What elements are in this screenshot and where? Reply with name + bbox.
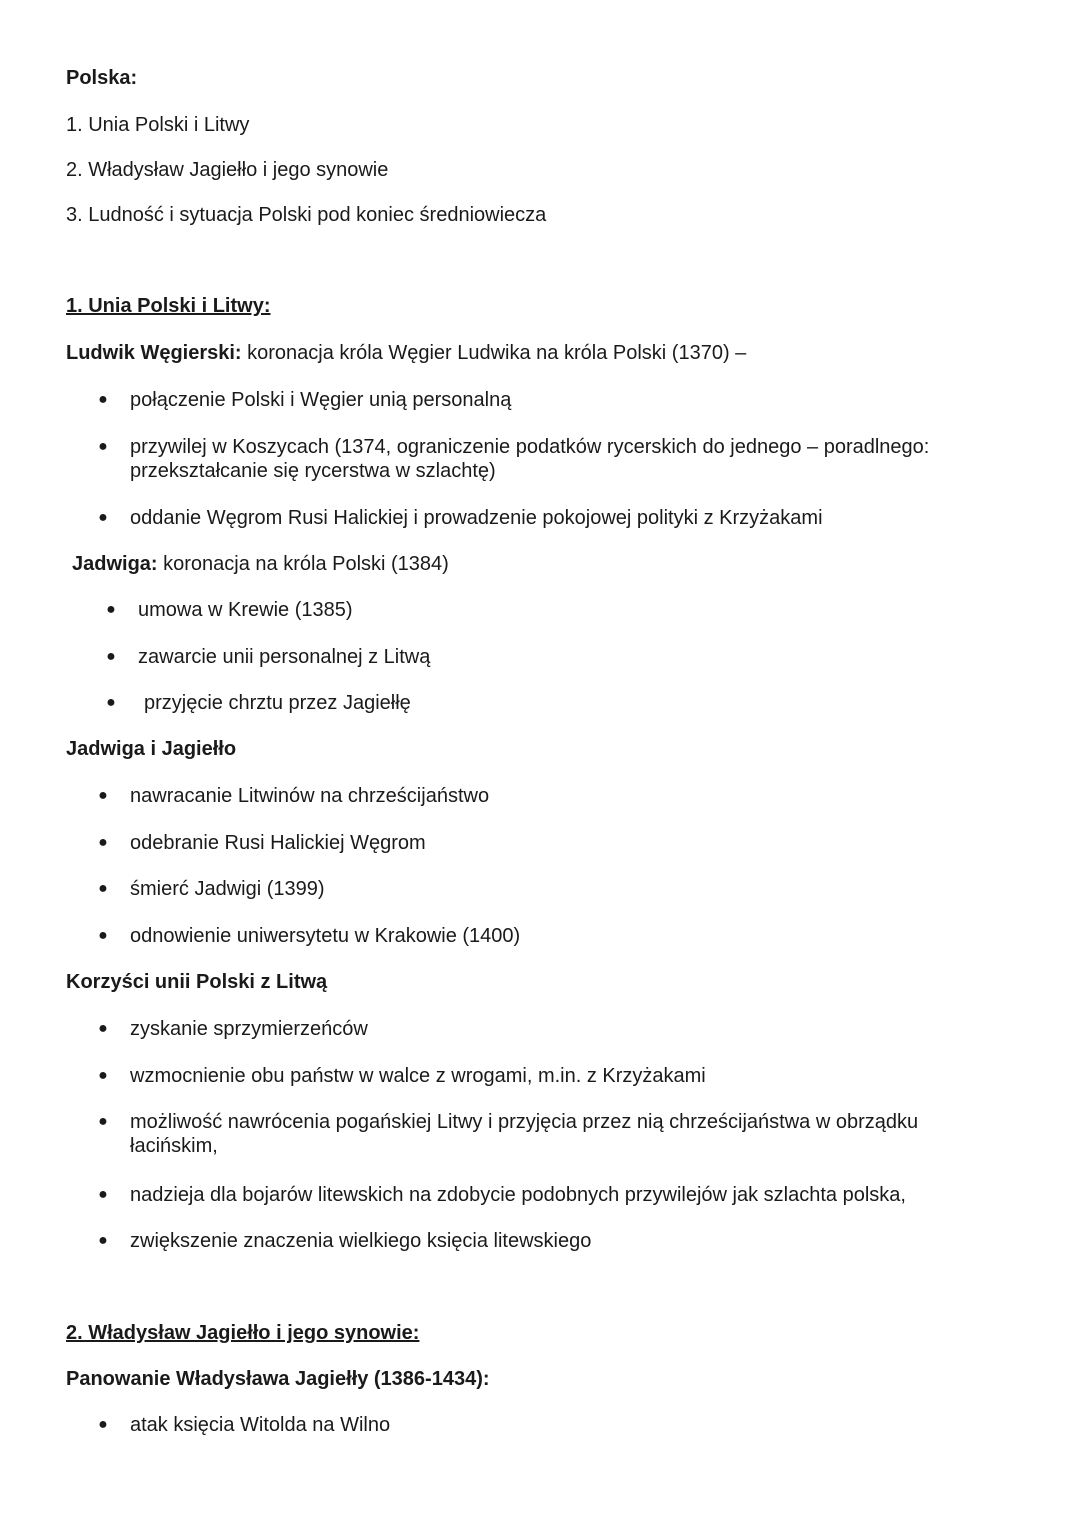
bullet-icon: ● [106, 648, 116, 665]
list-item-text: nawracanie Litwinów na chrześcijaństwo [130, 785, 490, 807]
bullet-icon: ● [98, 1113, 108, 1130]
list-item-text: nadzieja dla bojarów litewskich na zdobycie podobnych przywilejów jak szlachta polska, [130, 1184, 906, 1206]
list-item-text: odebranie Rusi Halickiej Węgrom [130, 832, 426, 854]
list-item-text: wzmocnienie obu państw w walce z wrogami, m.in. z Krzyżakami [130, 1065, 706, 1087]
paragraph-text: koronacja króla Węgier Ludwika na króla Polski (1370) – [241, 342, 747, 364]
bullet-icon: ● [98, 1232, 108, 1249]
bullet-icon: ● [98, 509, 108, 526]
list-item-text: zawarcie unii personalnej z Litwą [138, 646, 431, 668]
bullet-icon: ● [98, 834, 108, 851]
bullet-icon: ● [98, 927, 108, 944]
bullet-icon: ● [98, 1416, 108, 1433]
list-item-text: możliwość nawrócenia pogańskiej Litwy i przyjęcia przez nią chrześcijaństwa w obrządku łacińskim, [130, 1111, 919, 1157]
paragraph-ludwik [66, 341, 746, 365]
list-item-text: przywilej w Koszycach (1374, ograniczenie podatków rycerskich do jednego – poradlnego: przekształcanie się rycerstwa w szlachtę) [130, 436, 930, 482]
bullet-icon: ● [98, 787, 108, 804]
list-item-text: atak księcia Witolda na Wilno [130, 1414, 391, 1436]
list-item-text: połączenie Polski i Węgier unią personalną [130, 389, 512, 411]
list-item-text: umowa w Krewie (1385) [138, 599, 353, 621]
list-item-text: zwiększenie znaczenia wielkiego księcia litewskiego [130, 1230, 592, 1252]
toc-item: 3. Ludność i sytuacja Polski pod koniec średniowiecza [66, 204, 547, 226]
bullet-icon: ● [98, 391, 108, 408]
subheading: Panowanie Władysława Jagiełły (1386-1434): [66, 1368, 490, 1390]
bullet-icon: ● [98, 1020, 108, 1037]
toc-item: 2. Władysław Jagiełło i jego synowie [66, 159, 389, 181]
bullet-icon: ● [98, 438, 108, 455]
list-item-text: oddanie Węgrom Rusi Halickiej i prowadzenie pokojowej polityki z Krzyżakami [130, 507, 823, 529]
list-item-text: odnowienie uniwersytetu w Krakowie (1400) [130, 925, 521, 947]
paragraph-text: koronacja na króla Polski (1384) [157, 553, 449, 575]
toc-item: 1. Unia Polski i Litwy [66, 114, 250, 136]
list-item-text: przyjęcie chrztu przez Jagiełłę [144, 692, 411, 714]
bullet-icon: ● [98, 1067, 108, 1084]
bullet-icon: ● [98, 880, 108, 897]
bullet-icon: ● [98, 1186, 108, 1203]
section-heading: 1. Unia Polski i Litwy: [66, 295, 271, 317]
bullet-icon: ● [106, 694, 116, 711]
toc-title: Polska: [66, 67, 138, 89]
subheading: Korzyści unii Polski z Litwą [66, 971, 328, 993]
list-item-text: śmierć Jadwigi (1399) [130, 878, 325, 900]
section-heading: 2. Władysław Jagiełło i jego synowie: [66, 1322, 420, 1344]
paragraph-jadwiga [72, 552, 449, 576]
list-item-text: zyskanie sprzymierzeńców [130, 1018, 368, 1040]
bullet-icon: ● [106, 601, 116, 618]
paragraph-label: Jadwiga: [72, 553, 158, 575]
subheading: Jadwiga i Jagiełło [66, 738, 237, 760]
paragraph-label: Ludwik Węgierski: [66, 342, 242, 364]
